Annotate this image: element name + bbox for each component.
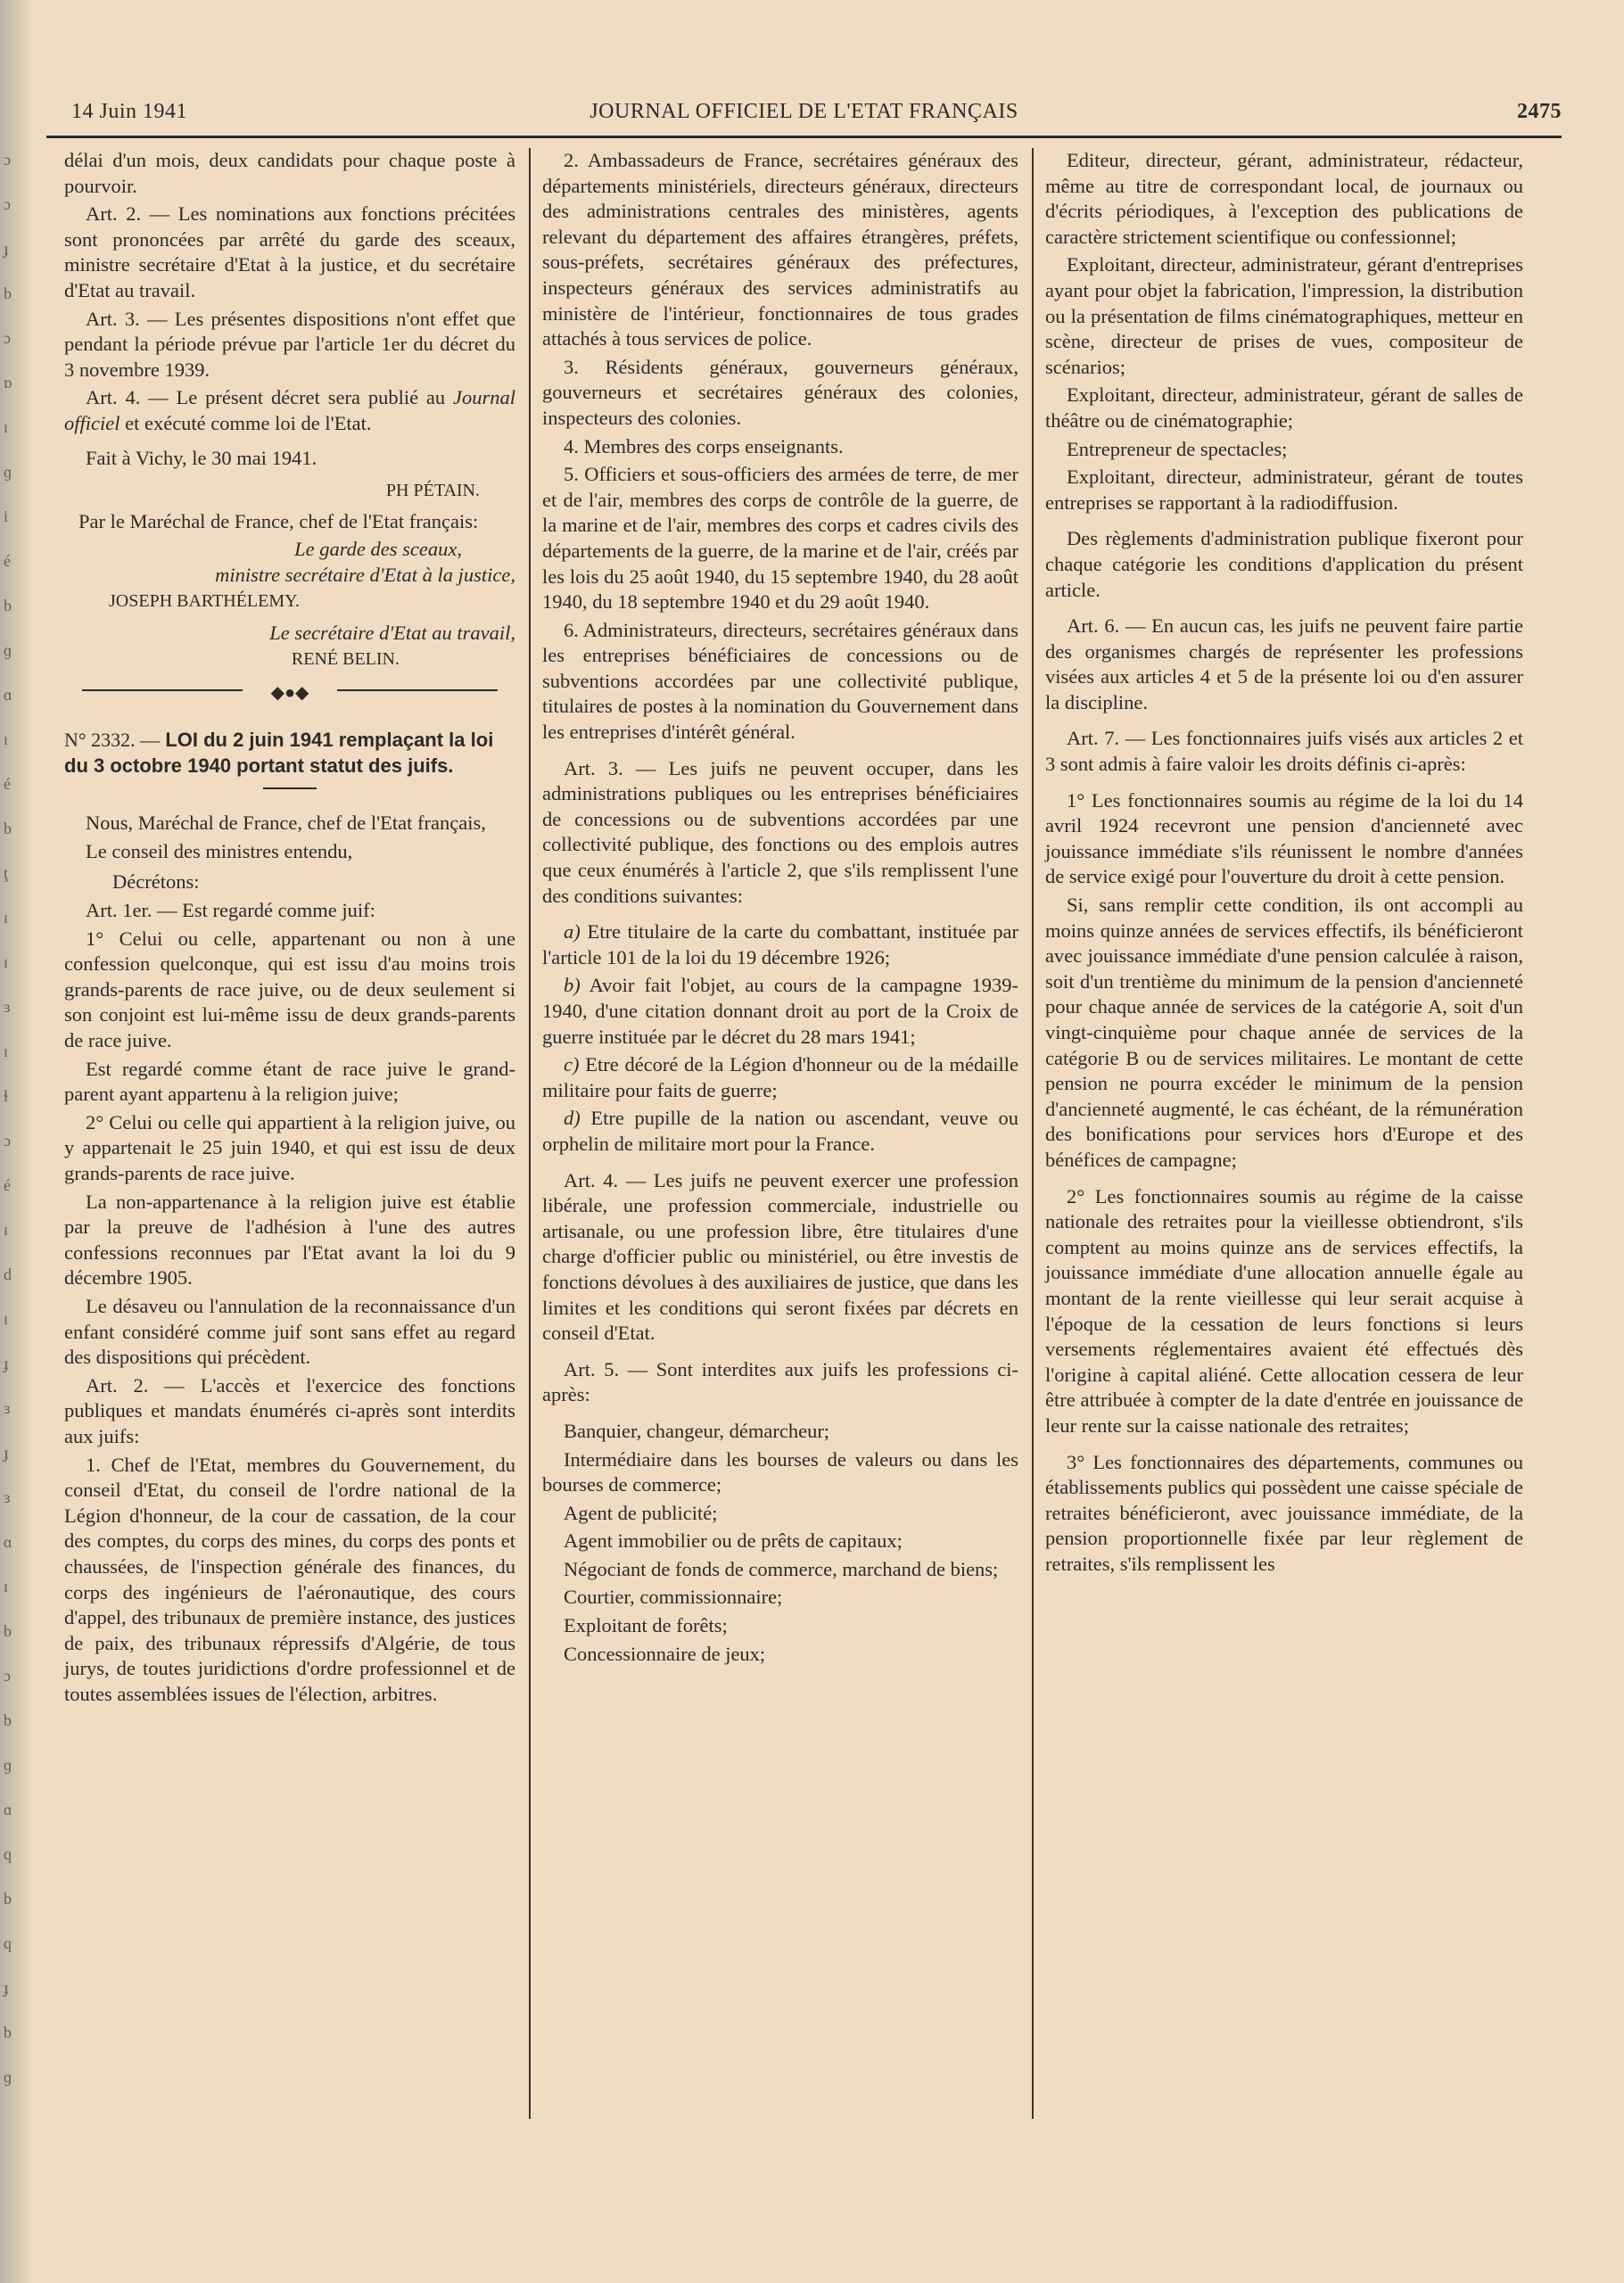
law-heading: LOI du 2 juin 1941 remplaçant la loi du 3 octobre 1940 portant statut des juifs.	[64, 729, 494, 778]
list-item: Intermédiaire dans les bourses de valeurs ou dans les bourses de commerce;	[542, 1447, 1018, 1496]
fait-a-vichy: Fait à Vichy, le 30 mai 1941.	[86, 446, 317, 469]
left-margin-bleed	[0, 0, 27, 2283]
margin-mark: ɡ	[4, 641, 12, 659]
par-le-marechal: Par le Maréchal de France, chef de l'Etat français:	[78, 509, 479, 532]
margin-mark: ɔ	[4, 151, 11, 169]
margin-mark: ɔ	[4, 195, 11, 213]
article-1: Art. 1er. — Est regardé comme juif:	[86, 899, 375, 922]
margin-mark: ɑ	[4, 1533, 12, 1551]
margin-mark: ɜ	[4, 1488, 11, 1506]
cond-letter: c)	[564, 1053, 580, 1076]
margin-mark: ɑ	[4, 1801, 12, 1818]
margin-mark: ɡ	[4, 1756, 12, 1774]
article-3-decree: Art. 3. — Les présentes dispositions n'ont effet que pendant la période prévue par l'article 1er du décret du 3 novembre 1939.	[64, 307, 515, 381]
page-header	[46, 100, 1562, 130]
article-2-item-1: 1. Chef de l'Etat, membres du Gouvernement, du conseil d'Etat, du conseil de l'ordre national de la Légion d'honneur, de la cour de cassation, de la cour des comptes, du corps des mines, du corps des ponts et chaussées, de l'inspection générale des finances, du corps des ingénieurs de l'aéronautique, des cours d'appel, des tribunaux de première instance, des justices de paix, des tribunaux répressifs d'Algérie, de tous jurys, de toutes juridictions d'ordre professionnel et de toutes assemblées issues de l'élection, arbitres.	[64, 1453, 515, 1705]
article-4-decree	[64, 385, 515, 436]
signature-petain: PH PÉTAIN.	[385, 481, 480, 501]
article-5-list	[542, 1419, 1018, 1667]
article-2-decree: Art. 2. — Les nominations aux fonctions précitées sont prononcées par arrêté du garde des sceaux, ministre secrétaire d'Etat à la justice, et du secrétaire d'Etat au travail.	[64, 202, 515, 301]
article-7-item-2: 2° Les fonctionnaires soumis au régime de la caisse nationale des retraites pour la vieillesse obtiendront, s'ils comptent au moins quinze ans de services effectifs, la jouissance immédiate d'une allocation annuelle égale au montant de la rente vieillesse qui leur serait acquise à l'époque de la cessation de leurs fonctions si leurs versements réglementaires avaient été effectués dès l'origine à capital aliéné. Cette allocation cessera de leur être attribuée à compter de la date d'entrée en jouissance de leur rente sur la caisse nationale des retraites;	[1045, 1184, 1523, 1437]
margin-mark: é	[4, 1176, 11, 1194]
paragraph: Est regardé comme étant de race juive le grand-parent ayant appartenu à la religion juive;	[64, 1057, 515, 1106]
decretons: Décrétons:	[112, 870, 200, 894]
paragraph: délai d'un mois, deux candidats pour chaque poste à pourvoir.	[64, 149, 515, 197]
article-4: Art. 4. — Les juifs ne peuvent exercer une profession libérale, une profession commerciale, industrielle ou artisanale, ou une profession libre, être titulaires d'une charge d'officier public ou ministériel, ou être investis de fonctions dévolues à des auxiliaires de justice, que dans les limites et les conditions qui seront fixées par décrets en conseil d'Etat.	[542, 1168, 1018, 1345]
margin-mark: ɔ	[4, 1132, 11, 1150]
preamble: Nous, Maréchal de France, chef de l'Etat français,	[86, 812, 486, 835]
article-2-item-4: 4. Membres des corps enseignants.	[564, 434, 844, 457]
article-7: Art. 7. — Les fonctionnaires juifs visés aux articles 2 et 3 sont admis à faire valoir les droits définis ci-après:	[1045, 727, 1523, 776]
article-2-item-2: 2. Ambassadeurs de France, secrétaires généraux des départements ministériels, directeurs généraux, directeurs des administrations centrales des ministères, agents relevant du département des affaires étrangères, préfets, sous-préfets, secrétaires généraux des préfectures, inspecteurs généraux des services administratifs au ministère de l'intérieur, fonctionnaires de tous grades attachés à tous services de police.	[542, 149, 1018, 350]
cond-letter: a)	[564, 920, 581, 944]
article-3-cond-b	[542, 973, 1018, 1050]
margin-mark: q	[4, 1934, 12, 1952]
margin-mark: é	[4, 775, 11, 793]
ornament-line	[82, 689, 243, 691]
law-number: N° 2332. —	[64, 729, 161, 752]
paragraph: Si, sans remplir cette condition, ils ont accompli au moins quinze années de services effectifs, ils bénéficieront avec jouissance immédiate d'une pension calculée à raison, soit d'un trentième du minimum de la pension d'ancienneté pour chaque année de services de la catégorie A, soit d'un vingt-cinquième pour chaque année de services de la catégorie B ou de services militaires. Le montant de cette pension ne pourra excéder le minimum de la pension d'ancienneté augmenté, le cas échéant, de la rémunération des bonifications pour services hors d'Europe et des bénéfices de campagne;	[1045, 894, 1523, 1171]
header-page-number: 2475	[1517, 100, 1562, 123]
margin-mark: ɟ	[4, 1355, 9, 1372]
article-2-item-5: 5. Officiers et sous-officiers des armées de terre, de mer et de l'air, membres des corps de contrôle de la guerre, de la marine et de l'air, membres des corps et cadres civils des départements de la guerre, de la marine et de l'air, créés par les lois du 25 août 1940, du 15 septembre 1940, du 28 août 1940, du 18 septembre 1940 et du 29 août 1940.	[542, 463, 1018, 614]
cond-text: Etre décoré de la Légion d'honneur ou de la médaille militaire pour faits de guerre;	[542, 1053, 1018, 1101]
margin-mark: i	[4, 507, 9, 525]
law-title	[64, 727, 515, 779]
list-item: Agent immobilier ou de prêts de capitaux;	[564, 1529, 903, 1553]
margin-mark: ɪ	[4, 909, 9, 927]
margin-mark: ţ	[4, 864, 9, 882]
list-item: Exploitant, directeur, administrateur, gérant de salles de théâtre ou de cinématographie;	[1045, 383, 1523, 432]
margin-mark: ɑ	[4, 686, 12, 704]
short-rule	[263, 787, 317, 789]
margin-mark: b	[4, 284, 12, 302]
margin-mark: ɡ	[4, 2068, 12, 2086]
article-2-item-3: 3. Résidents généraux, gouverneurs généraux, gouverneurs et secrétaires généraux des colonies, inspecteurs des colonies.	[542, 355, 1018, 429]
article-3-cond-c	[542, 1052, 1018, 1103]
ornament-diamonds: ◆●◆	[270, 683, 309, 704]
margin-mark: d	[4, 1265, 12, 1283]
signature-barthelemy: JOSEPH BARTHÉLEMY.	[109, 590, 301, 611]
article-7-item-3: 3° Les fonctionnaires des départements, communes ou établissements publics qui possèdent une caisse spéciale de retraites bénéficieront, avec jouissance immédiate, de la pension proportionnelle fixée par leur règlement de retraites, s'ils remplissent les	[1045, 1450, 1523, 1575]
margin-mark: ɫ	[4, 1087, 9, 1105]
list-item: Exploitant de forêts;	[564, 1614, 728, 1637]
margin-mark: ɪ	[4, 953, 9, 971]
column-rule-2	[1032, 148, 1034, 2119]
article-3-cond-a	[542, 919, 1018, 970]
signature-belin: RENÉ BELIN.	[291, 648, 400, 669]
text-fragment: Art. 4. — Le présent décret sera publié au	[86, 386, 453, 409]
list-item: Editeur, directeur, gérant, administrateur, rédacteur, même au titre de correspondant local, de journaux ou d'écrits périodiques, à l'exception des publications de caractère strictement scientifique ou confessionnel;	[1045, 149, 1523, 248]
list-item: Courtier, commissionnaire;	[564, 1586, 783, 1609]
article-7-item-1: 1° Les fonctionnaires soumis au régime de la loi du 14 avril 1924 recevront une pension d'ancienneté avec jouissance immédiate s'ils réunissent le nombre d'années de service exigé pour l'ouverture du droit à cette pension.	[1045, 788, 1523, 888]
margin-mark: ɔ	[4, 329, 11, 347]
list-item: Exploitant, directeur, administrateur, gérant de toutes entreprises se rapportant à la radiodiffusion.	[1045, 466, 1523, 514]
article-3-cond-d	[542, 1106, 1018, 1157]
paragraph: Le désaveu ou l'annulation de la reconnaissance d'un enfant considéré comme juif sont sans effet au regard des dispositions qui précèdent.	[64, 1294, 515, 1369]
margin-mark: b	[4, 1890, 12, 1908]
header-rule	[46, 136, 1562, 138]
margin-mark: ɟ	[4, 1979, 9, 1997]
margin-mark: b	[4, 597, 12, 614]
signatory-title: ministre secrétaire d'Etat à la justice,	[215, 563, 515, 586]
article-3: Art. 3. — Les juifs ne peuvent occuper, dans les administrations publiques ou les entreprises bénéficiaires de concessions ou de subventions accordées par une collectivité publique, des fonctions ou des emplois autres que ceux énumérés à l'article 2, que s'ils remplissent l'une des conditions suivantes:	[542, 756, 1018, 907]
list-item: Agent de publicité;	[564, 1501, 718, 1524]
paragraph: Des règlements d'administration publique fixeront pour chaque catégorie les conditions d'application du présent article.	[1045, 527, 1523, 601]
list-item: Entrepreneur de spectacles;	[1067, 437, 1288, 460]
ornament-line	[337, 689, 498, 691]
margin-mark: ı	[4, 730, 9, 748]
margin-mark: ɪ	[4, 418, 9, 436]
article-2: Art. 2. — L'accès et l'exercice des fonctions publiques et mandats énumérés ci-après sont interdits aux juifs:	[64, 1373, 515, 1447]
margin-mark: q	[4, 1845, 12, 1863]
list-item: Exploitant, directeur, administrateur, gérant d'entreprises ayant pour objet la fabrication, l'impression, la distribution ou la présentation de films cinématographiques, metteur en scène, directeur de prises de vues, compositeur de scénarios;	[1045, 253, 1523, 378]
cond-text: Etre titulaire de la carte du combattant, instituée par l'article 101 de la loi du 19 décembre 1926;	[542, 920, 1018, 968]
margin-mark: ɜ	[4, 998, 11, 1016]
margin-mark: b	[4, 2023, 12, 2041]
margin-mark: ɪ	[4, 1578, 9, 1595]
margin-mark: ɪ	[4, 1221, 9, 1239]
margin-mark: ɟ	[4, 1444, 9, 1462]
margin-mark: ɜ	[4, 1399, 11, 1417]
cond-letter: b)	[564, 974, 581, 997]
article-5: Art. 5. — Sont interdites aux juifs les professions ci-après:	[542, 1357, 1018, 1406]
margin-mark: b	[4, 1622, 12, 1640]
margin-mark: ɡ	[4, 463, 12, 481]
cond-text: Avoir fait l'objet, au cours de la campagne 1939-1940, d'une citation donnant droit au port de la Croix de guerre instituée par le décret du 28 mars 1941;	[542, 974, 1018, 1048]
list-item: Banquier, changeur, démarcheur;	[564, 1419, 830, 1442]
text-fragment: et exécuté comme loi de l'Etat.	[120, 411, 372, 434]
header-journal-title: JOURNAL OFFICIEL DE L'ETAT FRANÇAIS	[589, 100, 1018, 123]
margin-mark: ɔ	[4, 1667, 11, 1685]
section-ornament	[82, 680, 498, 704]
column-1	[64, 148, 515, 1710]
header-date: 14 Juin 1941	[71, 100, 188, 123]
margin-mark: é	[4, 552, 11, 570]
article-2-item-6: 6. Administrateurs, directeurs, secrétaires généraux dans les entreprises bénéficiaires de concessions ou de subventions accordées par une collectivité publique, titulaires de postes à la nomination du Gouvernement dans les entreprises d'intérêt général.	[542, 618, 1018, 744]
cond-letter: d)	[564, 1107, 581, 1130]
column-rule-1	[529, 148, 531, 2119]
margin-mark: ɪ	[4, 1043, 9, 1060]
margin-mark: ɒ	[4, 374, 12, 391]
paragraph: La non-appartenance à la religion juive est établie par la preuve de l'adhésion à l'une des autres confessions reconnues par l'Etat avant la loi du 9 décembre 1905.	[64, 1190, 515, 1290]
article-1-item-1: 1° Celui ou celle, appartenant ou non à une confession quelconque, qui est issu d'au moins trois grands-parents de race juive, ou de deux seulement si son conjoint est lui-même issu de deux grands-parents de race juive.	[64, 927, 515, 1052]
column-3	[1045, 148, 1523, 1579]
margin-mark: ɪ	[4, 1310, 9, 1328]
signatory-title: Le garde des sceaux,	[294, 538, 462, 561]
cond-text: Etre pupille de la nation ou ascendant, veuve ou orphelin de militaire mort pour la France.	[542, 1107, 1018, 1155]
signatory-title: Le secrétaire d'Etat au travail,	[269, 622, 515, 645]
article-6: Art. 6. — En aucun cas, les juifs ne peuvent faire partie des organismes chargés de représenter les professions visées aux articles 4 et 5 de la présente loi ou d'en assurer la discipline.	[1045, 614, 1523, 713]
journal-officiel-italic: Journal officiel	[64, 386, 515, 434]
list-item: Négociant de fonds de commerce, marchand de biens;	[564, 1557, 999, 1580]
preamble: Le conseil des ministres entendu,	[86, 839, 353, 862]
column-2	[542, 148, 1018, 1669]
article-1-item-2: 2° Celui ou celle qui appartient à la religion juive, ou y appartenait le 25 juin 1940, et qui est issu de deux grands-parents de race juive.	[64, 1110, 515, 1184]
list-item: Concessionnaire de jeux;	[564, 1642, 766, 1665]
margin-mark: ɟ	[4, 240, 9, 258]
margin-mark: b	[4, 820, 12, 837]
margin-mark: b	[4, 1711, 12, 1729]
